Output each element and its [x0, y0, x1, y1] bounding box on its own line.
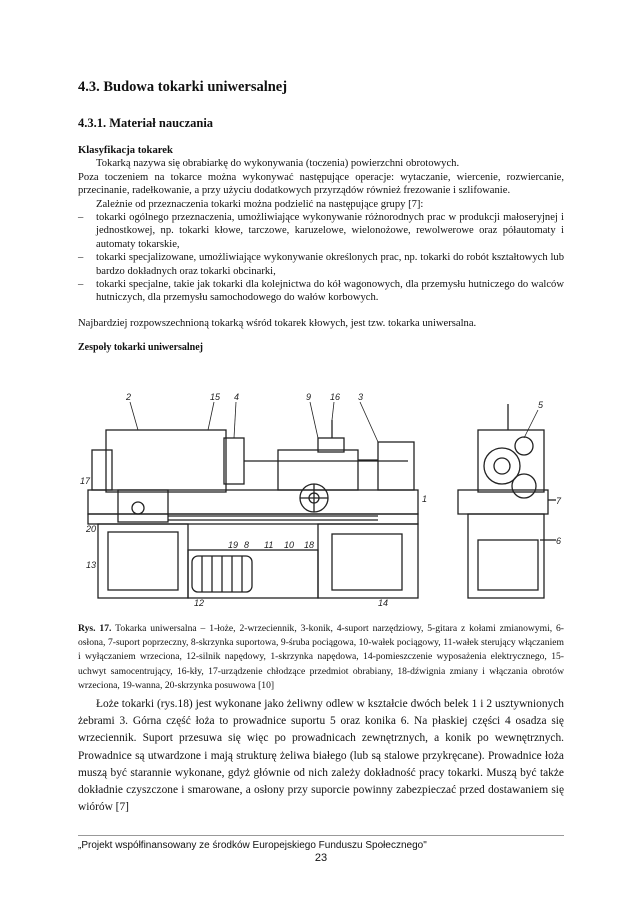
figure-label: 9 [306, 392, 312, 402]
classification-block [78, 144, 564, 355]
figure-label: 11 [264, 540, 274, 550]
list-item: – tokarki ogólnego przeznaczenia, umożliwiające wykonywanie różnorodnych prac w produkcji małoseryjnej i jednostkowej, np. tokarki kłowe, tarczowe, karuzelowe, wielonożowe, rewolwerowe oraz półautomaty i automaty tokarskie, [78, 211, 564, 251]
figure-label: 8 [244, 540, 250, 550]
figure-label: 16 [330, 392, 341, 402]
figure-caption [78, 622, 564, 693]
figure-label: 3 [358, 392, 364, 402]
footer: „Projekt współfinansowany ze środków Europejskiego Funduszu Społecznego" [78, 840, 427, 851]
figure-label: 4 [234, 392, 240, 402]
figure-label: 6 [556, 536, 562, 546]
figure-label: 17 [80, 476, 91, 486]
classification-heading: Klasyfikacja tokarek [78, 145, 173, 156]
figure-label: 2 [126, 392, 132, 402]
lathe-figure [78, 390, 564, 612]
caption-label: Rys. 17. [78, 623, 112, 634]
paragraph: Łoże tokarki (rys.18) jest wykonane jako żeliwny odlew w kształcie dwóch belek 1 i 2 usztywnionych żebrami 3. Górna część łoża to prowadnice suportu 5 oraz konika 6. Na płaskiej części 4 osadza się wrzeciennik. Suport przesuwa się więc po prowadnicach zewnętrznych, a konik po wewnętrznych. Prowadnice są utwardzone i mają strukturę żeliwa białego (lub są stalowe przykręcane). Prowadnice łoża muszą być starannie wykonane, gdyż głównie od nich zależy dokładność pracy tokarki. Muszą być także dokładnie czyszczone i smarowane, a osłony przy suporcie powinny zabezpieczać przed dostawaniem się wiórów [7] [78, 698, 564, 814]
figure-label: 5 [538, 400, 544, 410]
page-number: 23 [314, 852, 328, 864]
paragraph: Tokarką nazywa się obrabiarkę do wykonywania (toczenia) powierzchni obrotowych. [96, 158, 460, 170]
assemblies-heading: Zespoły tokarki uniwersalnej [78, 342, 204, 354]
list-item: – tokarki specjalne, takie jak tokarki dla kolejnictwa do kół wagonowych, dla przemysłu hutniczego do walców hutniczych, dla przemysłu samochodowego do wałów korbowych. [78, 278, 564, 305]
figure-label: 14 [378, 598, 389, 608]
figure-label: 15 [210, 392, 221, 402]
figure-label: 19 [228, 540, 239, 550]
figure-label: 12 [194, 598, 205, 608]
subsection-title: 4.3.1. Materiał nauczania [78, 116, 214, 130]
footer-divider [78, 835, 564, 836]
paragraph: Zależnie od przeznaczenia tokarki można podzielić na następujące grupy [7]: [96, 198, 424, 210]
paragraph: Poza toczeniem na tokarce można wykonywać następujące operacje: wytaczanie, wiercenie, rozwiercanie, przecinanie, radełkowanie, a przy użyciu dodatkowych przyrządów również frezowanie i szlifowanie. [78, 171, 564, 197]
paragraph: Najbardziej rozpowszechnioną tokarką wśród tokarek kłowych, jest tzw. tokarka uniwersalna. [78, 317, 477, 329]
figure-label: 20 [86, 524, 97, 534]
figure-label: 10 [284, 540, 295, 550]
caption-text: Tokarka uniwersalna – 1-łoże, 2-wrzeciennik, 3-konik, 4-suport narzędziowy, 5-gitara z kołami zmianowymi, 6-osłona, 7-suport poprzeczny, 8-skrzynka suportowa, 9-śruba pociągowa, 10-wałek pociągowy, 11-wałek sterujący włączaniem i wyłączaniem wrzeciona, 12-silnik napędowy, 1-skrzynka napędowa, 14-pomieszczenie wyposażenia elektrycznego, 15-uchwyt samocentrujący, 16-kły, 17-urządzenie chłodzące przedmiot obrabiany, 18-dźwignia zmiany i włączania obrotów wrzeciona, 19-wanna, 20-skrzynka posuwowa [10] [78, 623, 565, 691]
list-item: – tokarki specjalizowane, umożliwiające wykonywanie określonych prac, np. tokarki do robót kształtowych lub bardzo dokładnych oraz tokarki obcinarki, [78, 251, 564, 278]
figure-label: 7 [556, 496, 562, 506]
figure-label: 18 [304, 540, 315, 550]
lathe-drawing [78, 390, 564, 612]
section-title: 4.3. Budowa tokarki uniwersalnej [78, 79, 288, 95]
figure-label: 1 [422, 494, 428, 504]
figure-label: 13 [86, 560, 97, 570]
groups-list [78, 211, 564, 305]
